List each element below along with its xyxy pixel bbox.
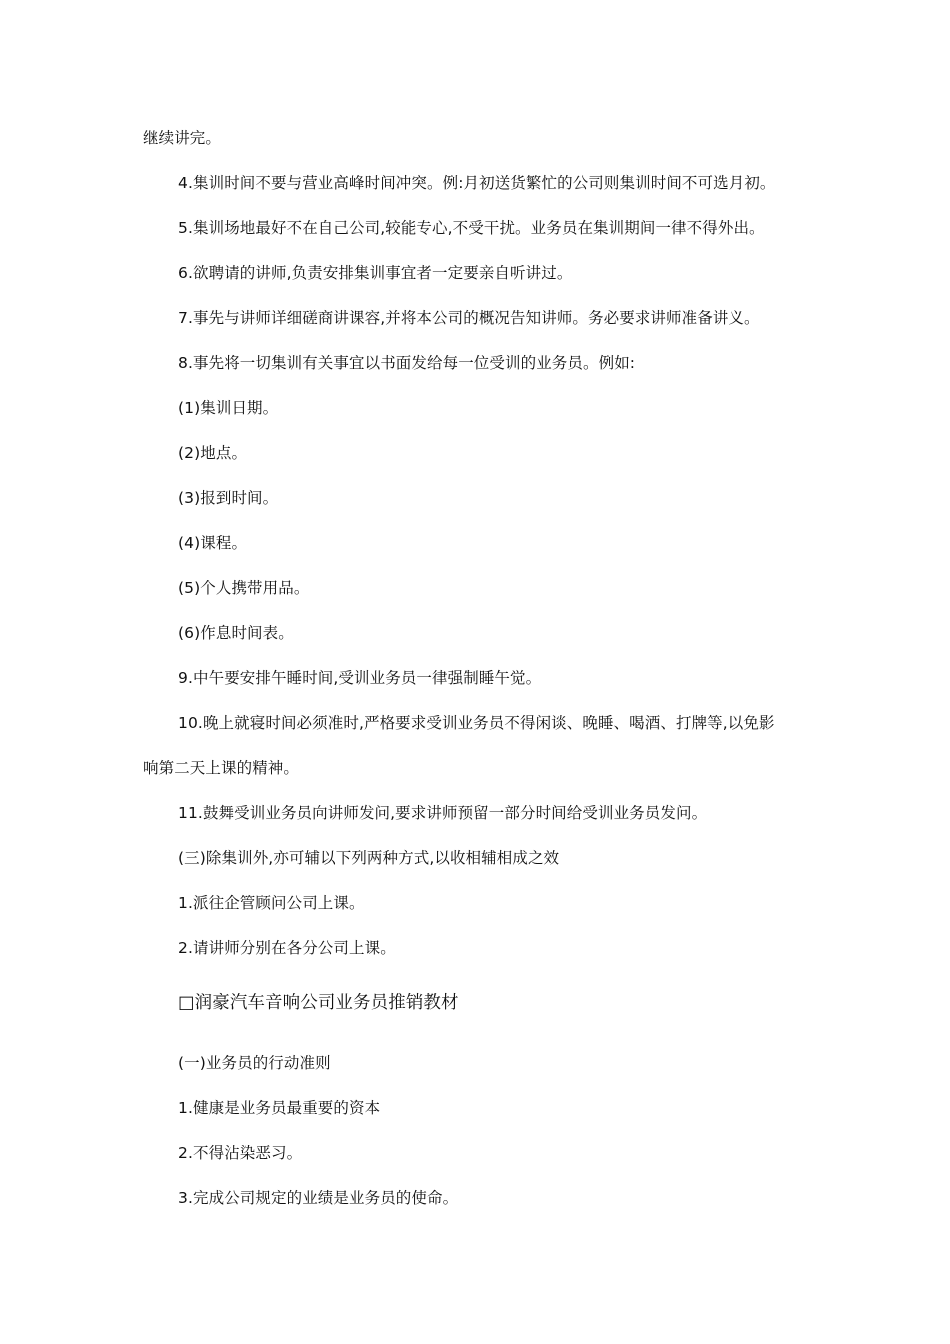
paragraph-item-10: 10.晚上就寝时间必须准时,严格要求受训业务员不得闲谈、晚睡、喝酒、打牌等,以免影 [178,714,775,732]
section-title: □润豪汽车音响公司业务员推销教材 [178,993,459,1013]
subsection-heading: (一)业务员的行动准则 [178,1054,331,1072]
rule-item-1: 1.健康是业务员最重要的资本 [178,1099,381,1117]
method-item-1: 1.派往企管顾问公司上课。 [178,894,365,912]
paragraph-item-9: 9.中午要安排午睡时间,受训业务员一律强制睡午觉。 [178,669,542,687]
paragraph-continuation: 继续讲完。 [143,129,222,147]
section-three-heading: (三)除集训外,亦可辅以下列两种方式,以收相辅相成之效 [178,849,560,867]
rule-item-2: 2.不得沾染恶习。 [178,1144,303,1162]
sub-item-3: (3)报到时间。 [178,489,279,507]
sub-item-6: (6)作息时间表。 [178,624,294,642]
sub-item-4: (4)课程。 [178,534,248,552]
paragraph-item-5: 5.集训场地最好不在自己公司,较能专心,不受干扰。业务员在集训期间一律不得外出。 [178,219,765,237]
paragraph-item-7: 7.事先与讲师详细磋商讲课容,并将本公司的概况告知讲师。务必要求讲师准备讲义。 [178,309,760,327]
paragraph-item-4: 4.集训时间不要与营业高峰时间冲突。例:月初送货繁忙的公司则集训时间不可选月初。 [178,174,776,192]
rule-item-3: 3.完成公司规定的业绩是业务员的使命。 [178,1189,459,1207]
paragraph-item-10-continued: 响第二天上课的精神。 [143,759,300,777]
sub-item-5: (5)个人携带用品。 [178,579,310,597]
sub-item-2: (2)地点。 [178,444,248,462]
sub-item-1: (1)集训日期。 [178,399,279,417]
paragraph-item-6: 6.欲聘请的讲师,负责安排集训事宜者一定要亲自听讲过。 [178,264,573,282]
paragraph-item-11: 11.鼓舞受训业务员向讲师发问,要求讲师预留一部分时间给受训业务员发问。 [178,804,708,822]
paragraph-item-8: 8.事先将一切集训有关事宜以书面发给每一位受训的业务员。例如: [178,354,636,372]
method-item-2: 2.请讲师分别在各分公司上课。 [178,939,396,957]
